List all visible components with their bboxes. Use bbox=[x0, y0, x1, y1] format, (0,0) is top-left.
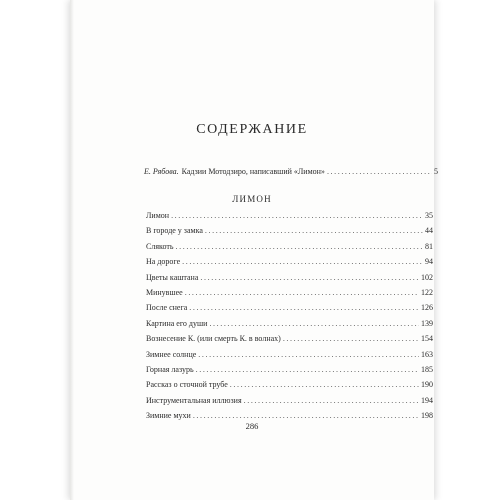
toc-entry bbox=[146, 211, 433, 226]
toc-entry-page: 44 bbox=[425, 226, 433, 236]
toc-entry-title: Лимон bbox=[146, 211, 170, 220]
toc-entry bbox=[146, 242, 433, 257]
toc-entry-title: Минувшее bbox=[146, 287, 183, 297]
toc-entry-page: 102 bbox=[421, 272, 433, 282]
toc-entry bbox=[146, 350, 433, 365]
toc-entry-title: После снега bbox=[146, 303, 188, 313]
intro-title: Кадзии Мотодзиро, написавший «Лимон» bbox=[181, 167, 325, 176]
dot-leader bbox=[244, 396, 419, 405]
toc-entry-title: Слякоть bbox=[146, 241, 174, 251]
toc-entry-title: Картина его души bbox=[146, 318, 208, 328]
toc-entry-title: Рассказ о сточной трубе bbox=[146, 380, 228, 390]
dot-leader bbox=[230, 380, 419, 389]
toc-entry-page: 81 bbox=[425, 241, 433, 251]
toc-entry-title: Горная лазурь bbox=[146, 364, 194, 374]
toc-entry bbox=[146, 365, 433, 380]
toc-entry-page: 190 bbox=[421, 380, 433, 390]
dot-leader bbox=[198, 350, 419, 359]
dot-leader bbox=[185, 288, 419, 297]
toc-entry bbox=[146, 319, 433, 334]
dot-leader bbox=[209, 319, 419, 328]
toc-list bbox=[146, 211, 433, 426]
page-number: 286 bbox=[245, 421, 259, 431]
toc-entry bbox=[146, 257, 433, 272]
toc-entry bbox=[146, 380, 433, 395]
toc-entry-title: Зимние мухи bbox=[146, 411, 191, 421]
toc-entry-page: 185 bbox=[421, 364, 433, 374]
dot-leader bbox=[196, 365, 419, 374]
dot-leader bbox=[200, 273, 419, 282]
toc-entry-page: 122 bbox=[421, 287, 433, 297]
toc-entry-page: 154 bbox=[421, 334, 433, 344]
toc-entry-title: Зимнее солнце bbox=[146, 349, 197, 359]
toc-entry bbox=[146, 288, 433, 303]
dot-leader bbox=[283, 334, 419, 343]
dot-leader bbox=[189, 303, 419, 312]
page-title: СОДЕРЖАНИЕ bbox=[196, 122, 308, 137]
toc-entry bbox=[146, 396, 433, 411]
toc-entry-title: На дороге bbox=[146, 257, 181, 267]
toc-entry bbox=[146, 273, 433, 288]
book-page bbox=[70, 0, 438, 500]
section-title: ЛИМОН bbox=[232, 194, 272, 204]
toc-entry-page: 194 bbox=[421, 395, 433, 405]
dot-leader bbox=[176, 242, 423, 251]
toc-entry-page: 35 bbox=[425, 211, 433, 220]
toc-entry-page: 126 bbox=[421, 303, 433, 313]
toc-entry-title: Цветы каштана bbox=[146, 272, 199, 282]
toc-entry-title: Вознесение К. (или смерть К. в волнах) bbox=[146, 334, 281, 344]
toc-entry-page: 198 bbox=[421, 411, 433, 421]
intro-author: Е. Рябова. bbox=[144, 167, 179, 176]
dot-leader bbox=[327, 167, 432, 176]
toc-entry bbox=[146, 226, 433, 241]
toc-entry-page: 163 bbox=[421, 349, 433, 359]
dot-leader bbox=[182, 257, 423, 266]
dot-leader bbox=[205, 226, 423, 235]
dot-leader bbox=[193, 411, 419, 420]
toc-entry bbox=[146, 303, 433, 318]
toc-entry-page: 94 bbox=[425, 257, 433, 267]
toc-entry bbox=[146, 334, 433, 349]
toc-intro-entry bbox=[144, 167, 438, 176]
toc-entry-page: 139 bbox=[421, 318, 433, 328]
intro-page-number: 5 bbox=[434, 167, 438, 176]
toc-entry-title: В городе у замка bbox=[146, 226, 203, 236]
toc-entry-title: Инструментальная иллюзия bbox=[146, 395, 242, 405]
dot-leader bbox=[171, 211, 423, 220]
